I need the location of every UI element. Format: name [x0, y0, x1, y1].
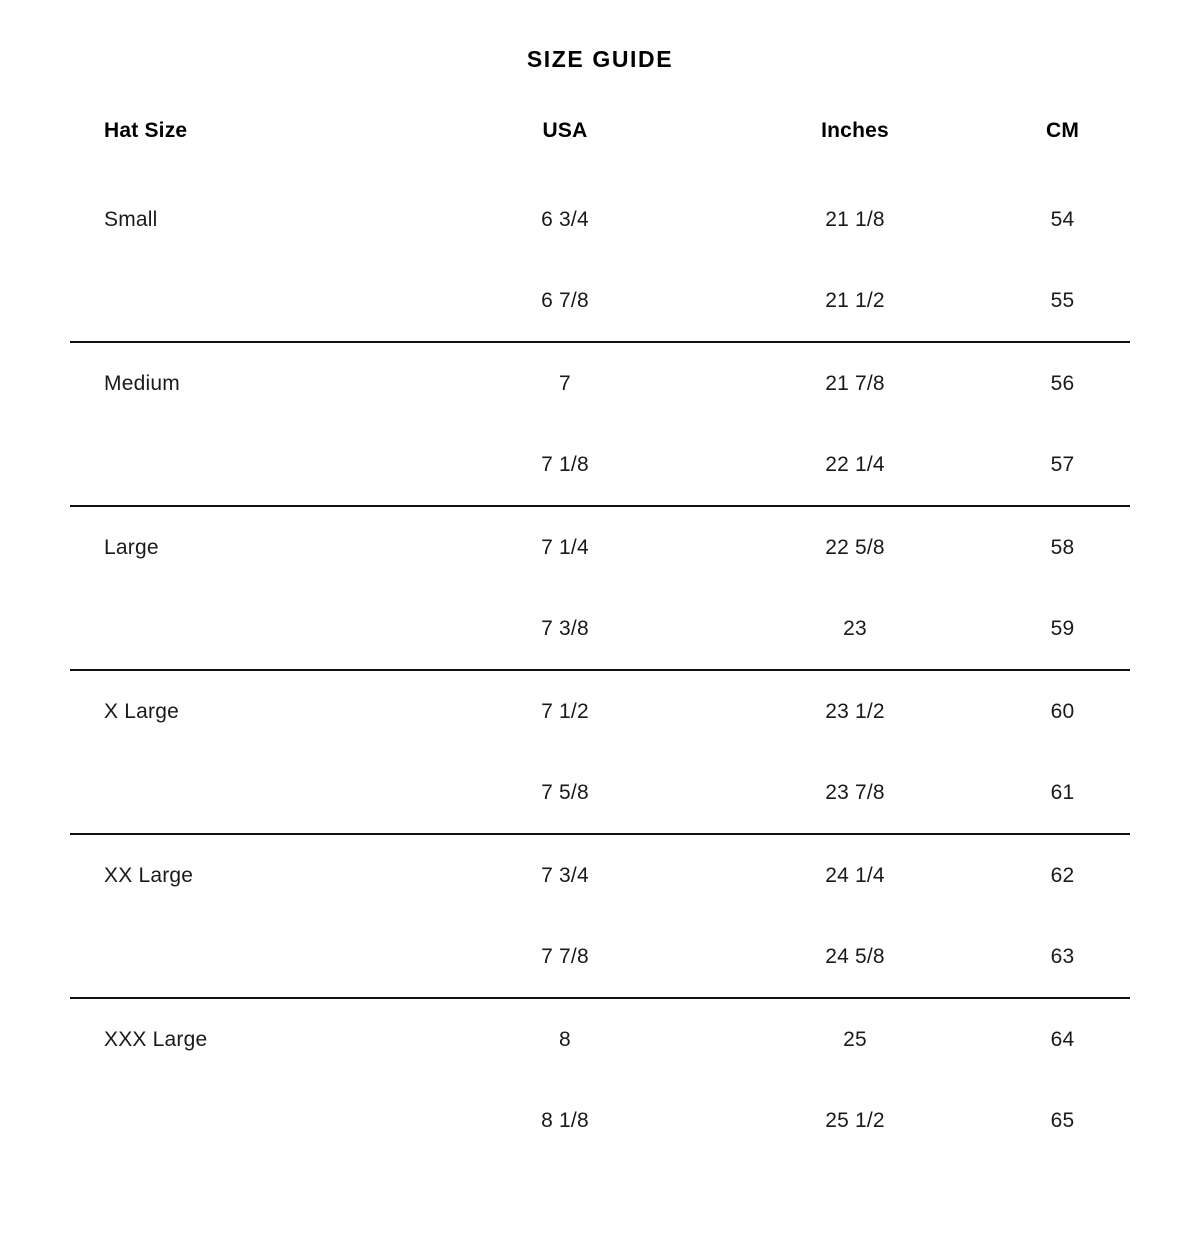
cell-inches: 22 5/8 — [715, 506, 995, 588]
cell-hat-size: Small — [104, 207, 158, 231]
table-header — [70, 119, 1130, 179]
cell-inches: 23 — [843, 616, 867, 640]
cell-inches: 23 1/2 — [715, 670, 995, 752]
column-header-usa: USA — [542, 119, 588, 142]
cell-inches: 21 1/8 — [825, 207, 885, 231]
table-row — [70, 916, 1130, 998]
table-row — [70, 506, 1130, 588]
cell-usa: 7 3/8 — [541, 616, 589, 640]
cell-usa: 7 — [415, 342, 715, 424]
cell-inches: 24 1/4 — [715, 834, 995, 916]
table-row — [70, 260, 1130, 342]
cell-usa: 7 3/4 — [415, 834, 715, 916]
cell-hat-size — [70, 588, 415, 670]
cell-cm: 62 — [995, 834, 1130, 916]
table-row — [70, 1080, 1130, 1161]
cell-usa: 7 7/8 — [541, 944, 589, 968]
cell-inches: 21 7/8 — [715, 342, 995, 424]
size-guide-page — [0, 46, 1200, 1246]
table-body — [70, 179, 1130, 1161]
cell-usa: 7 1/8 — [541, 452, 589, 476]
cell-inches: 25 1/2 — [825, 1108, 885, 1132]
cell-cm: 60 — [995, 670, 1130, 752]
cell-hat-size — [70, 1080, 415, 1161]
cell-cm: 63 — [1050, 944, 1075, 968]
cell-hat-size: Medium — [70, 342, 415, 424]
cell-inches: 25 — [715, 998, 995, 1080]
cell-usa: 7 1/2 — [415, 670, 715, 752]
cell-hat-size: X Large — [70, 670, 415, 752]
cell-hat-size — [70, 752, 415, 834]
cell-hat-size: XX Large — [70, 834, 415, 916]
cell-inches: 23 7/8 — [825, 780, 885, 804]
column-header-inches: Inches — [821, 119, 889, 142]
column-header-hat-size: Hat Size — [104, 119, 188, 142]
cell-cm: 56 — [995, 342, 1130, 424]
cell-cm: 59 — [1050, 616, 1075, 640]
table-row — [70, 752, 1130, 834]
cell-usa: 6 3/4 — [541, 207, 589, 231]
cell-usa: 7 5/8 — [541, 780, 589, 804]
cell-cm: 54 — [1050, 207, 1075, 231]
size-guide-table — [70, 119, 1130, 1161]
table-row — [70, 998, 1130, 1080]
cell-cm: 58 — [995, 506, 1130, 588]
table-row — [70, 834, 1130, 916]
cell-cm: 55 — [1050, 288, 1075, 312]
cell-inches: 21 1/2 — [825, 288, 885, 312]
table-row — [70, 588, 1130, 670]
cell-hat-size — [70, 916, 415, 998]
cell-cm: 61 — [1050, 780, 1075, 804]
cell-cm: 57 — [1050, 452, 1075, 476]
cell-cm: 64 — [995, 998, 1130, 1080]
table-row — [70, 424, 1130, 506]
cell-hat-size — [70, 260, 415, 342]
page-title: SIZE GUIDE — [526, 46, 674, 72]
cell-hat-size — [70, 424, 415, 506]
cell-hat-size: Large — [70, 506, 415, 588]
cell-cm: 65 — [1050, 1108, 1075, 1132]
cell-usa: 8 — [415, 998, 715, 1080]
cell-usa: 6 7/8 — [541, 288, 589, 312]
cell-inches: 22 1/4 — [825, 452, 885, 476]
table-row — [70, 670, 1130, 752]
table-row — [70, 342, 1130, 424]
cell-usa: 7 1/4 — [415, 506, 715, 588]
table-header-row — [70, 119, 1130, 179]
cell-usa: 8 1/8 — [541, 1108, 589, 1132]
cell-inches: 24 5/8 — [825, 944, 885, 968]
column-header-cm: CM — [1045, 119, 1080, 142]
cell-hat-size: XXX Large — [70, 998, 415, 1080]
table-row — [70, 179, 1130, 260]
